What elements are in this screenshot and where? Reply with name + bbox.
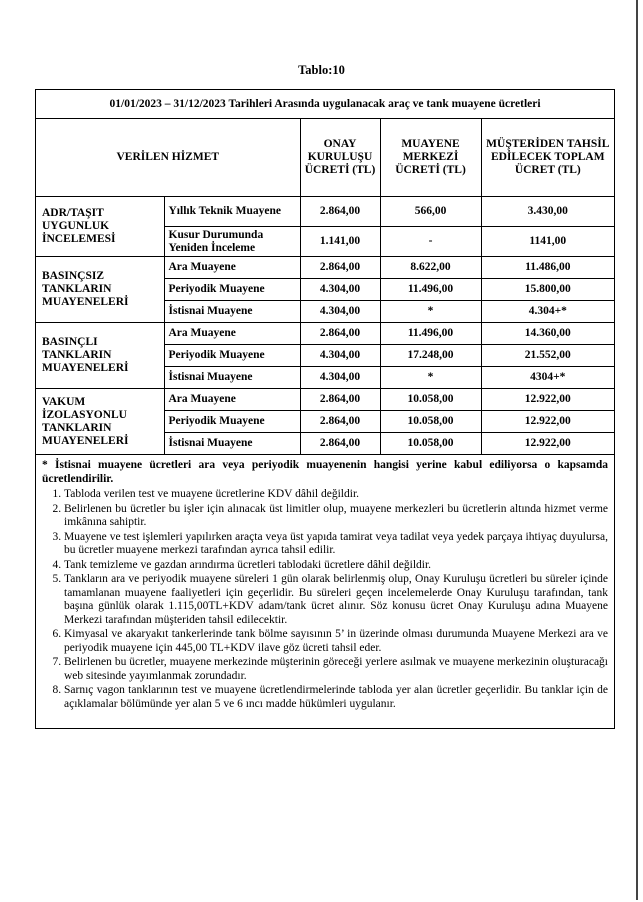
note-item: 5. Tankların ara ve periyodik muayene süreleri 1 gün olarak belirlenmiş olup, Onay Kuruluşu ücretleri bu süreler içinde tamamlanan muayene faaliyetleri için geçerlidir. Bu süreleri geçen incelemelerde Onay Kuruluşu tarafından, tank başına günlük olarak 1.115,00TL+KDV adam/tank ücret alınır. Söz konusu ücret Onay Kuruluşu adına Muayene Merkezi tarafından müşteriden tahsil edilecektir. <box>64 573 608 627</box>
group-name: ADR/TAŞIT UYGUNLUK İNCELEMESİ <box>36 197 164 257</box>
fee-table <box>36 90 614 455</box>
onay-fee: 4.304,00 <box>300 301 380 323</box>
onay-fee: 1.141,00 <box>300 227 380 257</box>
total-fee: 21.552,00 <box>481 345 614 367</box>
service-name: Ara Muayene <box>164 323 300 345</box>
onay-fee: 2.864,00 <box>300 433 380 455</box>
service-name: Ara Muayene <box>164 257 300 279</box>
col-header-toplam: MÜŞTERİDEN TAHSİL EDİLECEK TOPLAM ÜCRET (TL) <box>481 119 614 197</box>
service-name: Ara Muayene <box>164 389 300 411</box>
period-header: 01/01/2023 – 31/12/2023 Tarihleri Arasında uygulanacak araç ve tank muayene ücretleri <box>36 90 614 119</box>
merkez-fee: 566,00 <box>380 197 481 227</box>
service-name: İstisnai Muayene <box>164 367 300 389</box>
service-name: Periyodik Muayene <box>164 411 300 433</box>
onay-fee: 2.864,00 <box>300 197 380 227</box>
note-item: 6. Kimyasal ve akaryakıt tankerlerinde tank bölme sayısının 5’ in üzerinde olması durumunda Muayene Merkezi ara ve periyodik muayene için 445,00 TL+KDV ilave göz ücreti tahsil eder. <box>64 628 608 655</box>
onay-fee: 2.864,00 <box>300 323 380 345</box>
merkez-fee: * <box>380 301 481 323</box>
service-name: Kusur Durumunda Yeniden İnceleme <box>164 227 300 257</box>
total-fee: 12.922,00 <box>481 389 614 411</box>
notes-section <box>36 455 614 711</box>
merkez-fee: 11.496,00 <box>380 279 481 301</box>
star-note: * İstisnai muayene ücretleri ara veya periyodik muayenenin hangisi yerine kabul ediliyorsa o kapsamda ücretlendirilir. <box>42 459 608 485</box>
total-fee: 4304+* <box>481 367 614 389</box>
merkez-fee: 10.058,00 <box>380 389 481 411</box>
group-name: VAKUM İZOLASYONLU TANKLARIN MUAYENELERİ <box>36 389 164 455</box>
fee-document <box>35 89 615 729</box>
total-fee: 4.304+* <box>481 301 614 323</box>
onay-fee: 4.304,00 <box>300 279 380 301</box>
onay-fee: 4.304,00 <box>300 345 380 367</box>
onay-fee: 2.864,00 <box>300 389 380 411</box>
table-title: Tablo:10 <box>298 63 345 77</box>
merkez-fee: * <box>380 367 481 389</box>
merkez-fee: 10.058,00 <box>380 433 481 455</box>
note-item: 4. Tank temizleme ve gazdan arındırma ücretleri tablodaki ücretlere dâhil değildir. <box>64 559 608 573</box>
note-item: 7. Belirlenen bu ücretler, muayene merkezinde müşterinin göreceği yerlere asılmak ve muayene merkezinin oluşturacağı web sitesinde yayımlanmak zorundadır. <box>64 656 608 683</box>
table-row <box>36 197 614 227</box>
col-header-onay: ONAY KURULUŞU ÜCRETİ (TL) <box>300 119 380 197</box>
group-name: BASINÇSIZ TANKLARIN MUAYENELERİ <box>36 257 164 323</box>
total-fee: 15.800,00 <box>481 279 614 301</box>
service-name: Periyodik Muayene <box>164 345 300 367</box>
total-fee: 1141,00 <box>481 227 614 257</box>
service-name: Periyodik Muayene <box>164 279 300 301</box>
notes-list <box>42 488 608 711</box>
onay-fee: 4.304,00 <box>300 367 380 389</box>
note-item: 8. Sarnıç vagon tanklarının test ve muayene ücretlendirmelerinde tabloda yer alan ücretler geçerlidir. Bu tanklar için de açıklamalar bölümünde yer alan 5 ve 6 ıncı madde hükümleri uygulanır. <box>64 684 608 711</box>
table-row <box>36 389 614 411</box>
table-row <box>36 257 614 279</box>
total-fee: 14.360,00 <box>481 323 614 345</box>
merkez-fee: - <box>380 227 481 257</box>
total-fee: 11.486,00 <box>481 257 614 279</box>
service-name: İstisnai Muayene <box>164 301 300 323</box>
merkez-fee: 11.496,00 <box>380 323 481 345</box>
merkez-fee: 10.058,00 <box>380 411 481 433</box>
note-item: 2. Belirlenen bu ücretler bu işler için alınacak üst limitler olup, muayene merkezleri bu ücretlerin altında hizmet verme imkânına sahiptir. <box>64 503 608 530</box>
total-fee: 3.430,00 <box>481 197 614 227</box>
table-row <box>36 323 614 345</box>
total-fee: 12.922,00 <box>481 433 614 455</box>
service-name: Yıllık Teknik Muayene <box>164 197 300 227</box>
group-name: BASINÇLI TANKLARIN MUAYENELERİ <box>36 323 164 389</box>
col-header-service: VERİLEN HİZMET <box>36 119 300 197</box>
service-name: İstisnai Muayene <box>164 433 300 455</box>
merkez-fee: 17.248,00 <box>380 345 481 367</box>
col-header-merkez: MUAYENE MERKEZİ ÜCRETİ (TL) <box>380 119 481 197</box>
note-item: 1. Tabloda verilen test ve muayene ücretlerine KDV dâhil değildir. <box>64 488 608 502</box>
onay-fee: 2.864,00 <box>300 411 380 433</box>
total-fee: 12.922,00 <box>481 411 614 433</box>
onay-fee: 2.864,00 <box>300 257 380 279</box>
note-item: 3. Muayene ve test işlemleri yapılırken araçta veya üst yapıda tamirat veya tadilat veya yedek parçaya ihtiyaç duyulursa, bu ücretler muayene merkezi tarafından ayrıca tahsil edilir. <box>64 531 608 558</box>
merkez-fee: 8.622,00 <box>380 257 481 279</box>
